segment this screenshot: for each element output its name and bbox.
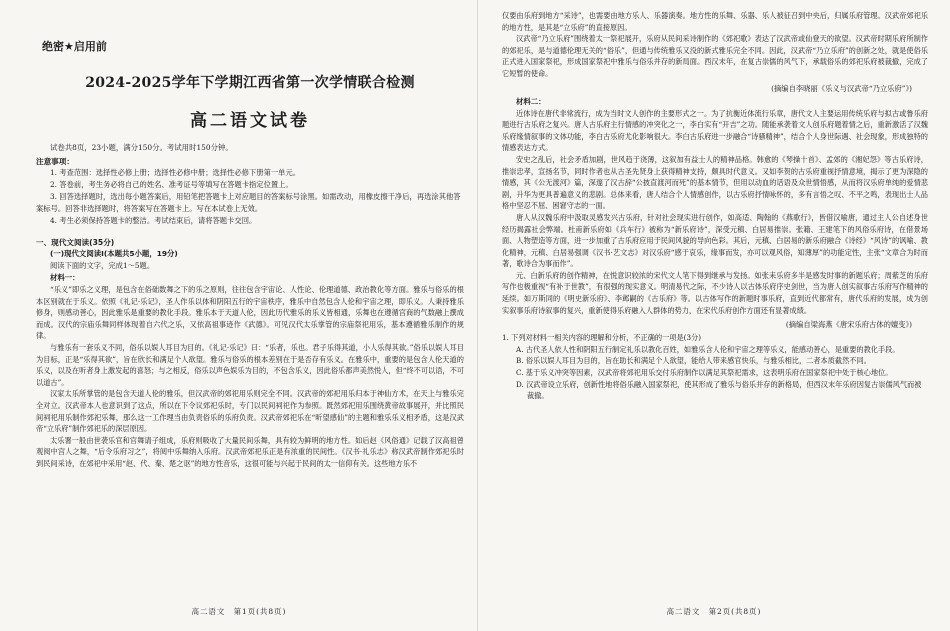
paragraph: 仅要由乐府到地方“采诗”，也需要由地方乐人、乐器演奏。地方性的乐舞、乐器、乐人被征召到中央后，归属乐府管理。汉武帝郊祀乐的地方性，是其是“立乐府”的直接原因。 <box>502 11 928 32</box>
paragraph: “乐义”即乐之义理，是包含在俗础数舞之下的乐之原则，往往包含宇宙论、人性论、伦理道德、政治教化等方面。雅乐与俗乐的根本区别就在于乐义。依照《礼记·乐记》，圣人作乐以体和阴阳五行的宇宙秩序，雅乐中自然包含人伦和宇宙之理，即乐义。人秉持雅乐修身，则感动善心，因此雅乐是重要的教化手段。雅乐本于天道人伦，因此历代雅乐的乐义皆相通，乐舞也在遵循宫商的气数融上撰成而成。汉代的宗庙乐舞同样体现着自六代之乐，又依高祖事迹作《武德》。可见汉代太乐掌管的宗庙祭祀用乐，基本遵循雅乐制作的规律。 <box>36 285 464 341</box>
exam-meta: 试卷共8页，23小题，满分150分。考试用时150分钟。 <box>50 143 233 152</box>
paragraph: 汉武帝“乃立乐府”围绕着太一祭祀展开，乐府从民间采诗制作的《郊祀歌》表达了汉武帝或仙登天的欲望。汉武帝时期乐府所制作的郊祀乐，是与道德伦理无关的“俗乐”，但通与传统雅乐又没的新式雅乐完全不同。因此，汉武帝“乃立乐府”的创新之处，就是使俗乐正式进入国家祭祀，形成国家祭祀中雅乐与俗乐并存的新局面。西汉末年，在复古崇儒的风气下，承载俗乐的郊祀乐府被裁撤，完成了它短暂的使命。 <box>502 34 928 78</box>
page-footer: 高二语文 第2页(共8页) <box>666 607 762 616</box>
notice-item: 2. 答卷前，考生务必将自己的姓名、准考证号等填写在答题卡指定位置上。 <box>50 180 293 189</box>
paragraph: 汉家太乐所掌管的是包含天道人伦的雅乐，但汉武帝的郊祀用乐则完全不同。汉武帝的郊祀用乐归本于神仙方术，在天上与雅乐完全对立。汉武帝本人也意识到了这点，所以在下令议郊祀乐时，专门以民间祠祀作为参照。既然郊祀用乐围绕黄帝故事展开，并比照民间祠祀用乐制作郊祀乐舞，那么这一工作理当由负责俗乐的乐府负责。汉武帝郊祀乐在“昕望感仙”的主题和雅乐乐义相矛盾，这是汉武帝“立乐府”制作郊祀乐的深层原因。 <box>36 389 464 434</box>
section-heading: 一、现代文阅读(35分) <box>36 238 115 247</box>
page-footer: 高二语文 第1页(共8页) <box>191 607 287 616</box>
subsection-heading: (一)现代文阅读Ⅰ(本题共5小题，19分) <box>50 249 178 258</box>
notice-item: 1. 考查范围：选择性必修上册；选择性必修中册；选择性必修下册第一单元。 <box>50 168 301 177</box>
paragraph: 安史之乱后，社会矛盾加剧，世风趋于浇薄，这叙加有益士人的精神品格。韩愈的《琴操十首》、孟郊的《湘妃怨》等古乐府诗，推崇忠孝，宣扬名节，同时作者也从古圣先贤身上获得精神支持，颇具时代意义。又如李贺的古乐府重视抒情意境，揭示了更为深隐的情感，其《公无渡河》篇，深邃了汉古辞“公披直渡河而死”的基本情节，但用以动血的话语及众世情悟感，从而将汉乐府单纯的爱情悲剧，升华为更具普遍意义的悲剧。总体来看，唐人结合个人情感创作，以古乐府抒情咏怀的，多有言悟之叹、不平之鸣，表现出士人品格中坚忍不屈、困窘守志的一面。 <box>502 154 928 211</box>
exam-title: 2024-2025学年下学期江西省第一次学情联合检测 <box>85 75 415 91</box>
subject-title: 高二语文试卷 <box>190 111 310 131</box>
paragraph: 近体诗在唐代非常流行，成为当时文人创作的主要形式之一。为了抗衡近体流行乐章，唐代文人主要运用传统乐府与拟古或鲁乐府题进行古乐府之复兴。唐人古乐府主行情感的冲突化之一，李白实有“开吉”之功。随能承袭着文人创乐府题着情之后，重新激活了汉魏乐府缘情叙事的文体功能，李白古乐府尤化影响很大。李白古乐府进一步融合“诗骚精神”，结合个人身世际遇、社会现象，形成独特的情感表达方式。 <box>502 108 928 153</box>
material-label: 材料二： <box>516 96 546 106</box>
question-stem: 1. 下列对材料一相关内容的理解和分析，不正确的一项是(3分) <box>502 333 702 343</box>
reading-instruction: 阅读下面的文字，完成1～5题。 <box>50 261 155 270</box>
source-citation: (摘编自梁海燕《唐宋乐府古体的嬗变》) <box>785 320 912 330</box>
answer-option: D. 汉武帝设立乐府，创新性地将俗乐融入国家祭祀，使其形成了雅乐与俗乐并存的新格局，但西汉末年乐府因复古崇儒风气而被裁撤。 <box>516 379 922 401</box>
paragraph: 太乐署一般由世袭乐官和官舞请子组成，乐府则吸收了大量民间乐舞，具有较为鲜明的地方性。如后赵《风俗通》记载了汉高祖曾观阅中宫人之舞，“后令乐府习之”，将阅中乐舞纳入乐府。汉武帝郊祀乐正是有浓重的民间性。《汉书·礼乐志》称汉武帝制作郊祀乐时到民间采诗，在郊祀中采用“赵、代、秦、楚之讴”的地方性音乐，这很可能与兴起于民间的太一信仰有关。这些地方乐不 <box>36 435 464 468</box>
page-2 <box>478 0 950 631</box>
answer-option: B. 俗乐以娱人耳目为目的，旨在助长和满足个人欲望，能给人带来感官快乐，与雅乐相比，二者本质截然不同。 <box>516 356 871 366</box>
answer-option: A. 古代圣人依人性和阴阳五行制定礼乐以教化百姓，如雅乐含人伦和宇宙之理等乐义，能感动善心，是重要的教化手段。 <box>516 344 900 354</box>
notice-item: 4. 考生必须保持答题卡的整洁。考试结束后，请将答题卡交回。 <box>50 216 257 225</box>
material-label: 材料一： <box>50 273 80 282</box>
paragraph: 与雅乐有一套乐义不同，俗乐以娱人耳目为目的。《礼记·乐记》曰：“乐者，乐也。君子乐得其道，小人乐得其欲。”俗乐以娱人耳目为目标，正是“乐得其欲”，旨在欣长和满足个人欲望。雅乐与俗乐的根本差别在于是否存有乐义。在雅乐中，重要的是包含人伦天道的乐义，以及在听者身上激发起的喜怒；与之相反，俗乐以声色娱乐为目的，不包含乐义，因此俗乐都声美然悦人，但“终不可以语，不可以道古”。 <box>36 342 464 387</box>
notice-heading: 注意事项： <box>36 157 74 166</box>
source-citation: (摘编自李晓丽《乐义与汉武帝“乃立乐府”》) <box>771 83 912 93</box>
confidential-label: 绝密★启用前 <box>42 40 107 53</box>
paragraph: 唐人从汉魏乐府中汲取灵感发兴古乐府，针对社会现实进行创作，如高适、陶翰的《燕歌行》，皆借汉喻唐，通过主人公自述身世经历揭露社会弊端。杜甫新乐府如《兵车行》被称为“新乐府诗”，深受元稹、白居易推崇。张籍、王建笔下的风俗乐府诗，在借景场面、人物塑造等方面，进一步加重了古乐府应用于民间风貌的导向色彩。其后，元稹、白居易的新乐府融合《诗经》“风诗”的讽喻、教化精神，元稹、白居易强调《汉书·艺文志》对汉乐府“感于哀乐，缘事而发，亦可以观风俗，知薄厚”的功能定性，主张“文章合为时而著，歌诗合为事而作”。 <box>502 212 928 269</box>
paragraph: 元、白新乐府的创作精神，在悦意识较浓的宋代文人笔下得到继承与发扬。如张耒乐府多半是感发时事的新题乐府；周紫芝的乐府写作也极重视“有补于世教”，有很强的现实意义。明清易代之际，不少诗人以古体乐府序史剑世，当为唐人创实叙事古乐府写作精神的延续。如万斯同的《明史新乐府》、李邺嗣的《古乐府》等。以古体写作的新题时事乐府，直到近代都常有，唐代乐府的发展，成为创实叙事乐府诗叙事的复兴，重新使得乐府融入人群体的势力，在宋代乐府创作方面还有显著成绩。 <box>502 270 928 315</box>
notice-item: 3. 回答选择题时，选出每小题答案后，用铅笔把答题卡上对应题目的答案标号涂黑。如需改动，用橡皮擦干净后，再选涂其他答案标号。回答非选择题时，将答案写在答题卡上。写在本试卷上无效。 <box>36 192 461 213</box>
answer-option: C. 基于乐义冲突等因素，汉武帝将郊祀用乐交付乐府制作以满足其祭祀需求，这表明乐府在国家祭祀中处于核心地位。 <box>516 368 893 378</box>
